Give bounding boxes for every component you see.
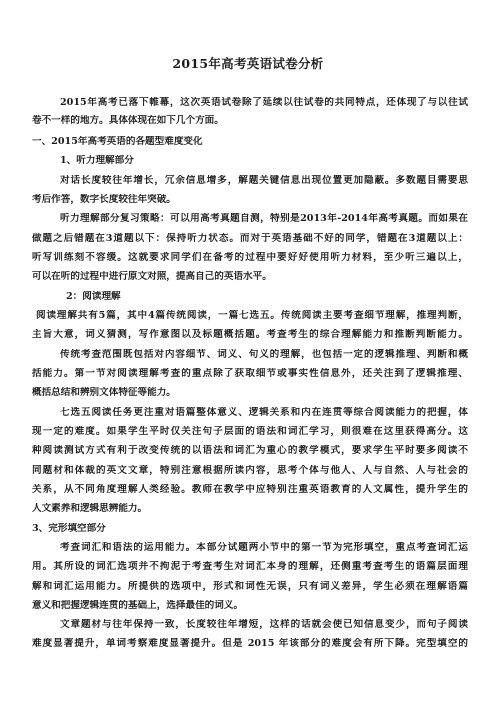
paragraph-line: 做题之后错题在3道题以下：保持听力状态。而对于英语基础不好的同学，错题在3道题以上： (32, 233, 468, 244)
paragraph-line: 3、完形填空部分 (32, 523, 106, 534)
paragraph-line: 解和词汇运用能力。所提供的选项中，形式和词性无误，只有词义差异，学生必须在理解语篇 (32, 581, 468, 592)
paragraph-line: 考查词汇和语法的运用能力。本部分试题两小节中的第一节为完形填空，重点考查词汇运 (60, 542, 468, 553)
document-title: 2015年高考英语试卷分析 (172, 56, 324, 71)
paragraph-line: 文章题材与往年保持一致，长度较往年增短，这样的话就会使已知信息变少，而句子阅读 (60, 619, 468, 630)
paragraph-line: 用。其所设的词汇选项并不拘泥于考查考生对词汇本身的理解，还侧重考查考生的语篇层面理 (32, 561, 468, 572)
paragraph-line: 概括总结和辨别文体特征等能力。 (32, 387, 176, 398)
paragraph-line: 现一定的难度。如果学生平时仅关注句子层面的语法和词汇学习，则很难在这里获得高分。这 (32, 426, 468, 437)
paragraph-line: 关系，从不同角度理解人类经验。教师在教学中应特别注重英语教育的人文属性，提升学生的 (32, 484, 468, 495)
paragraph-line: 2015年高考已落下帷幕，这次英语试卷除了延续以往试卷的共同特点，还体现了与以往试 (60, 97, 468, 108)
paragraph-line: 1、听力理解部分 (60, 155, 134, 166)
paragraph-line: 意义和把握逻辑连贯的基础上，选择最佳的词义。 (32, 600, 244, 611)
paragraph-line: 卷不一样的地方。具体体现在如下几个方面。 (32, 115, 224, 126)
paragraph-line: 种阅读测试方式有利于改变传统的以语法和词汇为重心的教学模式，要求学生平时要多阅读不 (32, 445, 468, 456)
paragraph-line: 可以在听的过程中进行原文对照，提高自己的英语水平。 (32, 271, 272, 282)
paragraph-line: 2：阅读理解 (66, 291, 121, 302)
paragraph-line: 七选五阅读任务更注重对语篇整体意义、逻辑关系和内在连贯等综合阅读能力的把握，体 (60, 407, 468, 418)
paragraph-line: 同题材和体裁的英文文章，特别注意根据所读内容，思考个体与他人、人与自然、人与社会的 (32, 465, 468, 476)
paragraph-line: 考后作答，数字长度较往年突破。 (32, 194, 176, 205)
paragraph-line: 一、2015年高考英语的各题型难度变化 (32, 136, 203, 147)
paragraph-line: 人文素养和逻辑思辨能力。 (32, 503, 148, 514)
paragraph-line: 阅读理解共有5篇，其中4篇传统阅读，一篇七选五。传统阅读主要考查细节理解，推理判断， (36, 310, 468, 321)
paragraph-line: 听力理解部分复习策略：可以用高考真题自测，特别是2013年-2014年高考真题。而如果在 (60, 213, 468, 224)
paragraph-line: 主旨大意，词义猜测，写作意图以及标题概括题。考查考生的综合理解能力和推断判断能力。 (32, 329, 468, 340)
paragraph-line: 传统考查范围既包括对内容细节、词义、句义的理解，也包括一定的逻辑推理、判断和概 (60, 349, 468, 360)
paragraph-line: 听写训练刻不容缓。这就要求同学们在备考的过程中要好好使用听力材料，至少听三遍以上， (32, 252, 468, 263)
paragraph-line: 难度显著提升，单词考察难度显著提升。但是 2015 年该部分的难度会有所下降。完型填空的 (32, 638, 468, 649)
paragraph-line: 括能力。第一节对阅读理解考查的重点除了获取细节或事实性信息外，还关注到了逻辑推理、 (32, 368, 468, 379)
paragraph-line: 对话长度较往年增长，冗余信息增多，解题关键信息出现位置更加隐蔽。多数题目需要思 (60, 175, 468, 186)
